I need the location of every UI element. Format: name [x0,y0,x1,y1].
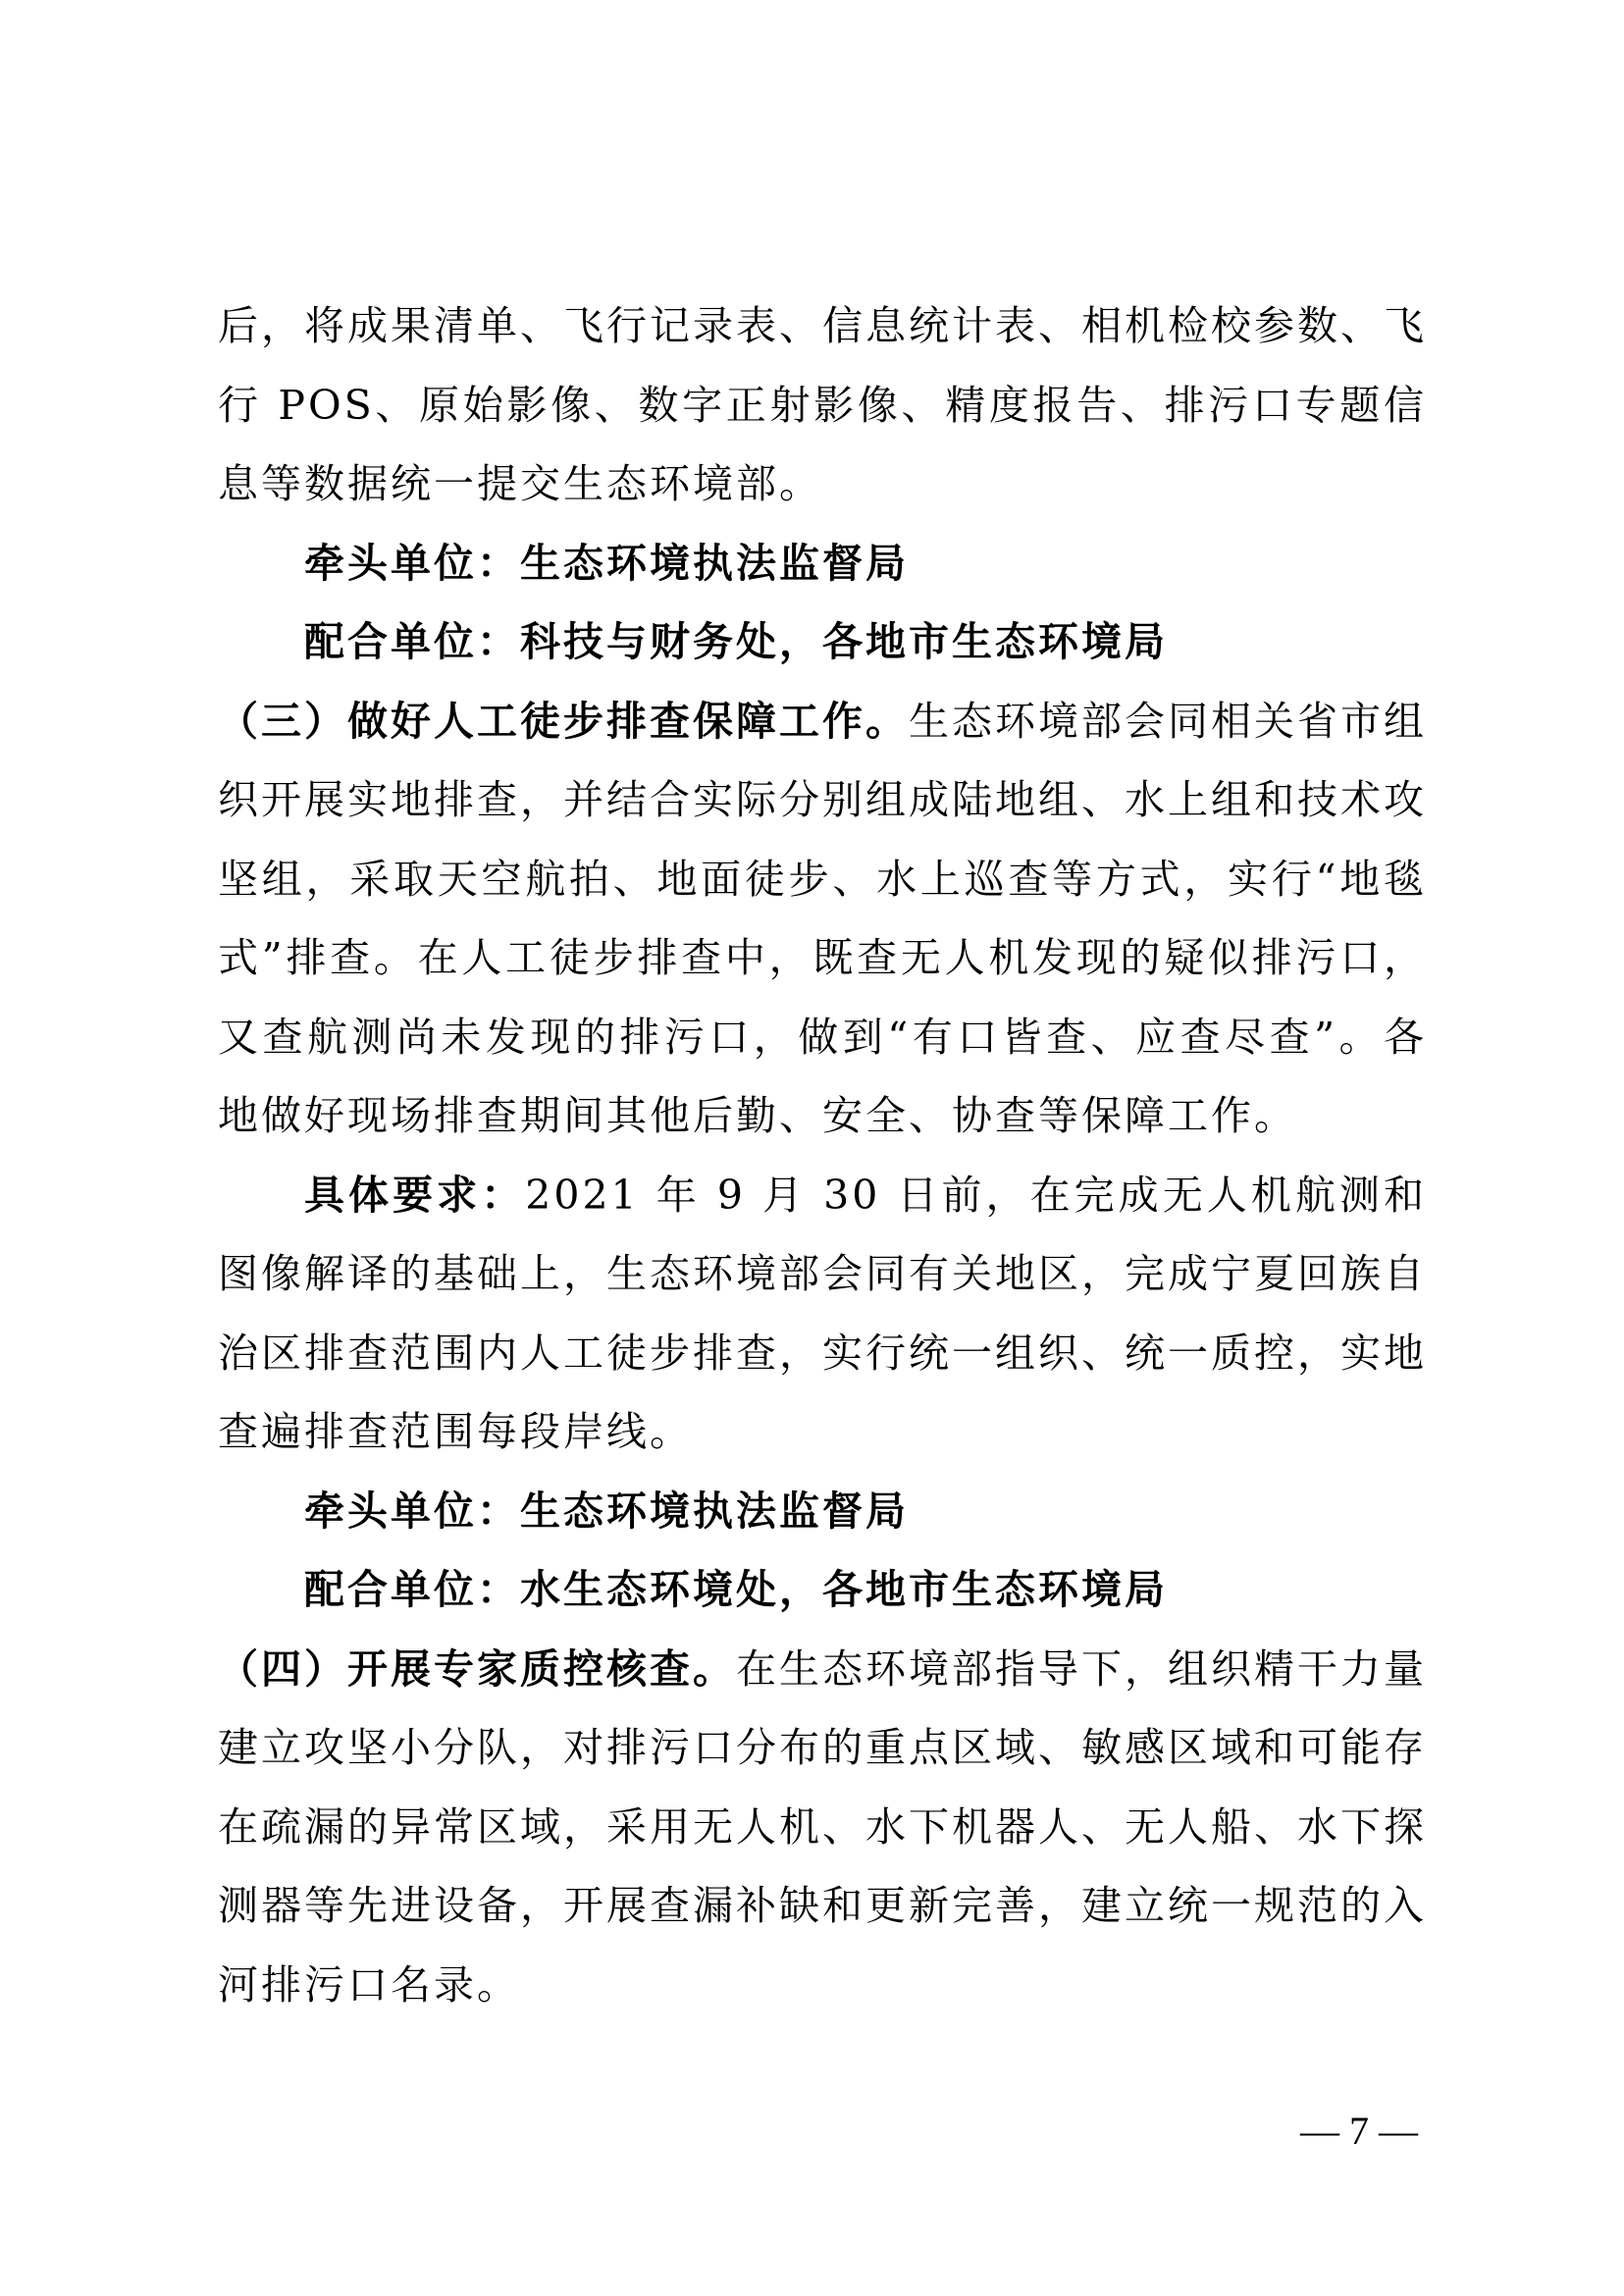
paragraph-text: 后，将成果清单、飞行记录表、信息统计表、相机检校参数、飞行 POS、原始影像、数字正射影像、精度报告、排污口专题信息等数据统一提交生态环境部。 [218,302,1427,507]
paragraph-lead: 配合单位： [304,618,520,665]
paragraph-text: 在生态环境部指导下，组织精干力量建立攻坚小分队，对排污口分布的重点区域、敏感区域和可能存在疏漏的异常区域，采用无人机、水下机器人、无人船、水下探测器等先进设备，开展查漏补缺和更新完善，建立统一规范的入河排污口名录。 [218,1644,1427,2009]
body-text [218,287,1427,2024]
paragraph-text: 生态环境执法监督局 [520,1487,909,1535]
paragraph-text: 科技与财务处，各地市生态环境局 [520,618,1168,665]
lead-unit-line [218,524,1427,603]
paragraph-lead: 配合单位： [304,1566,520,1613]
section-heading: （三）做好人工徒步排查保障工作。 [218,697,909,745]
paragraph-lead: 牵头单位： [304,539,520,587]
paragraph-lead: 具体要求： [304,1171,526,1219]
paragraph-text: 生态环境执法监督局 [520,539,909,587]
lead-unit-line [218,1472,1427,1551]
cooperating-unit-line [218,1550,1427,1630]
cooperating-unit-line [218,602,1427,682]
section-three-paragraph [218,682,1427,1156]
paragraph-continuation [218,287,1427,524]
section-four-paragraph [218,1630,1427,2025]
paragraph-text: 生态环境部会同相关省市组织开展实地排查，并结合实际分别组成陆地组、水上组和技术攻坚组，采取天空航拍、地面徒步、水上巡查等方式，实行“地毯式”排查。在人工徒步排查中，既查无人机发现的疑似排污口，又查航测尚未发现的排污口，做到“有口皆查、应查尽查”。各地做好现场排查期间其他后勤、安全、协查等保障工作。 [218,697,1427,1139]
paragraph-text: 水生态环境处，各地市生态环境局 [520,1566,1168,1613]
requirements-paragraph [218,1156,1427,1472]
page-number: — 7 — [1300,2109,1418,2153]
paragraph-text: 2021 年 9 月 30 日前，在完成无人机航测和图像解译的基础上，生态环境部会同有关地区，完成宁夏回族自治区排查范围内人工徒步排查，实行统一组织、统一质控，实地查遍排查范围每段岸线。 [218,1171,1428,1455]
paragraph-lead: 牵头单位： [304,1487,520,1535]
section-heading: （四）开展专家质控核查。 [218,1644,736,1693]
